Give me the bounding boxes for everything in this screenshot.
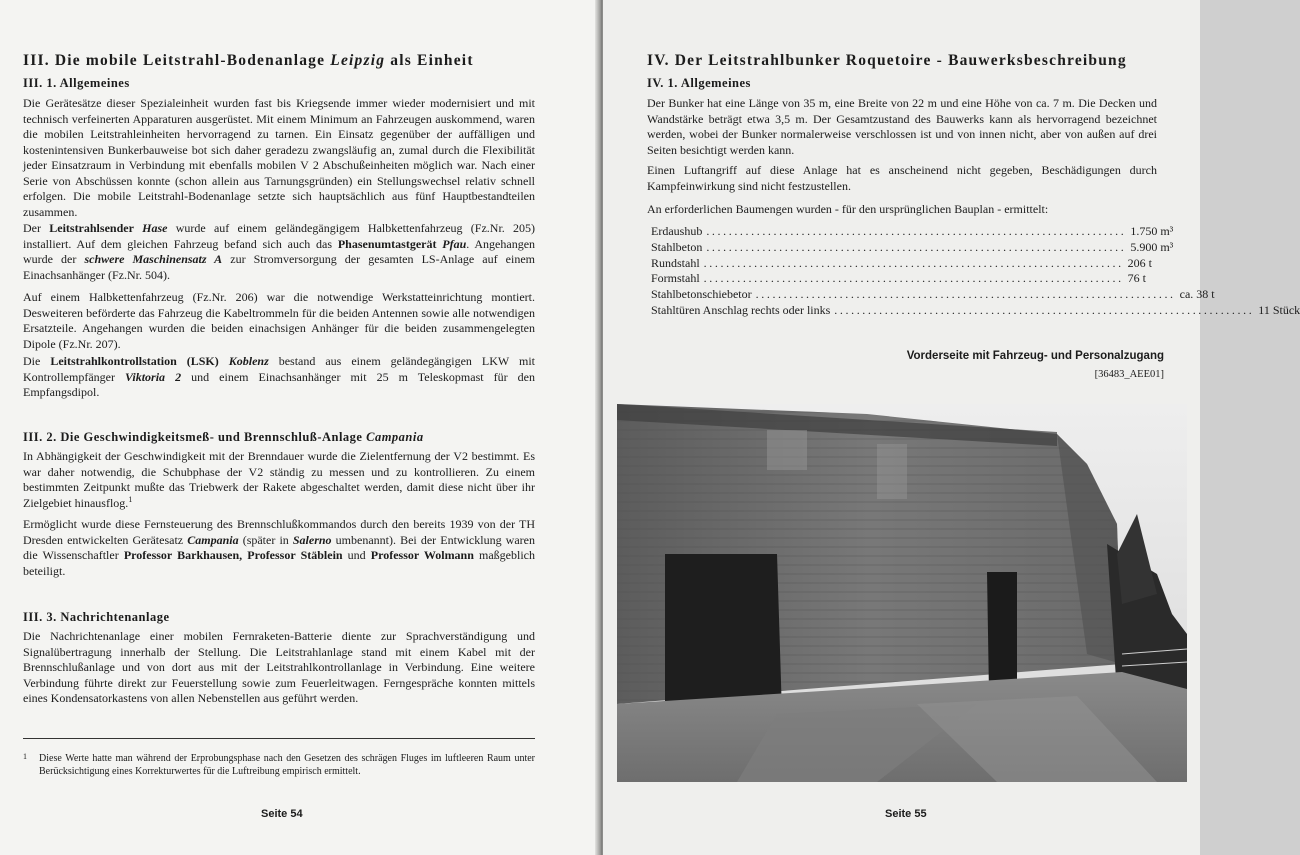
paragraph-geschwindigkeit: In Abhängigkeit der Geschwindigkeit mit der Brenndauer wurde die Zielentfernung der V2 bestimmt. Es war daher notwendig, die Schubphase der V2 ständig zu messen und zu kontrollieren. Zu einem bestimmten Zeitpunkt mußte das Triebwerk der Rakete abgeschaltet werden, damit diese nicht über ihr Zielgebiet hinausflog.$^1$ xyxy=(23,449,535,510)
page-number-left: Seite 54 xyxy=(261,808,303,820)
paragraph-nachrichtenanlage: Die Nachrichtenanlage einer mobilen Fernraketen-Batterie diente zur Sprachverständigung und Signalübertragung innerhalb der Stellung. Die Leitstrahlanlage stand mit einem Kabel mit der Brennschlußanlage und von dort aus mit der Leitstrahlkontrollanlage in Verbindung. Eine weitere Verbindung führte direkt zur Feuerstellung sowie zum Feuerleitwagen. Ferngespräche konnten mittels eines Kondensatorkastens von allen Nebenstellen aus geführt werden. xyxy=(23,629,535,705)
bunker-photo-image xyxy=(617,404,1187,782)
section-title-iv: IV. Der Leitstrahlbunker Roquetoire - Bauwerksbeschreibung xyxy=(647,52,1127,69)
paragraph-lsk: Die Leitstrahlkontrollstation (LSK) Koblenz bestand aus einem geländegängigen LKW mit Kontrollempfänger Viktoria 2 und einem Einachsanhänger mit 25 m Teleskopmast für den Empfangsdipol. xyxy=(23,354,536,399)
subsection-title-iii-1: III. 1. Allgemeines xyxy=(23,76,130,90)
bunker-photo xyxy=(617,404,1187,782)
paragraph-allgemeines: Die Gerätesätze dieser Spezialeinheit wurden fast bis Kriegsende immer wieder modernisiert und mit technisch verfeinerten Apparaturen ausgerüstet. Mit einem Minimum an Fahrzeugen auskommend, waren die mobilen Leitstrahleinheiten hervorragend zu tarnen. Ein Einsatz gegenüber der auffälligen und kostenintensiven Bunkerbauweise bot sich daher geradezu zwangsläufig an, zumal durch die Flexibilität jeder Einsatzraum in Verbindung mit ebenfalls mobilen V 2 Abschußeinheiten möglich war. Nach einer Serie von Abschüssen konnte (schon allein aus Tarnungsgründen) ein Stellungswechsel relativ schnell erfolgen. Die mobile Leitstrahl-Bodenanlage setzte sich hauptsächlich aus fünf Hauptbestandteilen zusammen. xyxy=(23,96,535,219)
photo-id: [36483_AEE01] xyxy=(1094,369,1164,380)
paragraph-baumengen: An erforderlichen Baumengen wurden - für den ursprünglichen Bauplan - ermittelt: xyxy=(647,202,1049,216)
paragraph-luftangriff: Einen Luftangriff auf diese Anlage hat es anscheinend nicht gegeben, Beschädigungen durch Kampfeinwirkung sind nicht festzustellen. xyxy=(647,163,1157,193)
quantity-row: Formstahl ........................................................................... 76 t xyxy=(651,271,1147,286)
left-page xyxy=(0,0,598,855)
footnote-reference: 1 xyxy=(128,494,133,504)
photo-caption: Vorderseite mit Fahrzeug- und Personalzugang xyxy=(906,350,1164,362)
quantity-row: Stahlbetonschiebetor ........................................................................... ca. 38 t xyxy=(651,287,1215,302)
footnote-divider xyxy=(23,738,535,739)
quantity-row: Stahltüren Anschlag rechts oder links ........................................................................... 11 Stück xyxy=(651,302,1300,317)
subsection-title-iii-2: III. 2. Die Geschwindigkeitsmeß- und Brennschluß-Anlage Campania xyxy=(23,430,424,444)
page-number-right: Seite 55 xyxy=(885,808,927,820)
footnote-text: Diese Werte hatte man während der Erprobungsphase nach den Gesetzen des schrägen Fluges im luftleeren Raum unter Berücksichtigung eines Korrekturwertes für die Luftreibung empirisch ermittelt. xyxy=(39,753,535,777)
footnote-mark: 1 xyxy=(23,752,27,761)
quantity-row: Rundstahl ........................................................................... 206 t xyxy=(651,255,1153,270)
paragraph-campania: Ermöglicht wurde diese Fernsteuerung des Brennschlußkommandos durch den bereits 1939 von der TH Dresden entwickelten Gerätesatz Campania (später in Salerno umbenannt). Bei der Entwicklung waren die Wissenschaftler Professor Barkhausen, Professor Stäblein und Professor Wolmann maßgeblich beteiligt. xyxy=(23,517,536,578)
quantity-row: Erdaushub ........................................................................... 1.750 m³ xyxy=(651,224,1174,238)
paragraph-bunker: Der Bunker hat eine Länge von 35 m, eine Breite von 22 m und eine Höhe von ca. 7 m. Die Decken und Wandstärke beträgt etwa 3,5 m. Der Gesamtzustand des Bauwerks kann als hervorragend bezeichnet werden, wobei der Bunker normalerweise verschlossen ist und von innen nicht, aber von außen auf drei Seiten besichtigt werden kann. xyxy=(647,96,1157,157)
paragraph-leitstrahlsender: Der Leitstrahlsender Hase wurde auf einem geländegängigem Halbkettenfahrzeug (Fz.Nr. 205) installiert. Auf dem gleichen Fahrzeug befand sich auch das Phasenumtastgerät Pfau. Angehangen wurde der schwere Maschinensatz A zur Stromversorgung der gesamten LS-Anlage auf einem Einachsanhänger (Fz.Nr. 504). xyxy=(23,221,536,282)
subsection-title-iv-1: IV. 1. Allgemeines xyxy=(647,76,751,90)
section-title-iii: III. Die mobile Leitstrahl-Bodenanlage Leipzig als Einheit xyxy=(23,52,474,69)
right-page xyxy=(603,0,1300,855)
footnote xyxy=(23,752,535,778)
paragraph-werkstatt: Auf einem Halbkettenfahrzeug (Fz.Nr. 206) war die notwendige Werkstatteinrichtung montiert. Desweiteren beförderte das Fahrzeug die Kabeltrommeln für die beiden Antennen sowie alle notwendigen Ersatzteile. Angehangen wurden die beiden einachsigen Anhänger für die beiden zusammengelegten Dipole (Fz.Nr. 207). xyxy=(23,290,535,351)
subsection-title-iii-3: III. 3. Nachrichtenanlage xyxy=(23,610,170,624)
quantities-list xyxy=(651,224,1300,319)
quantity-row: Stahlbeton ........................................................................... 5.900 m³ xyxy=(651,239,1174,254)
